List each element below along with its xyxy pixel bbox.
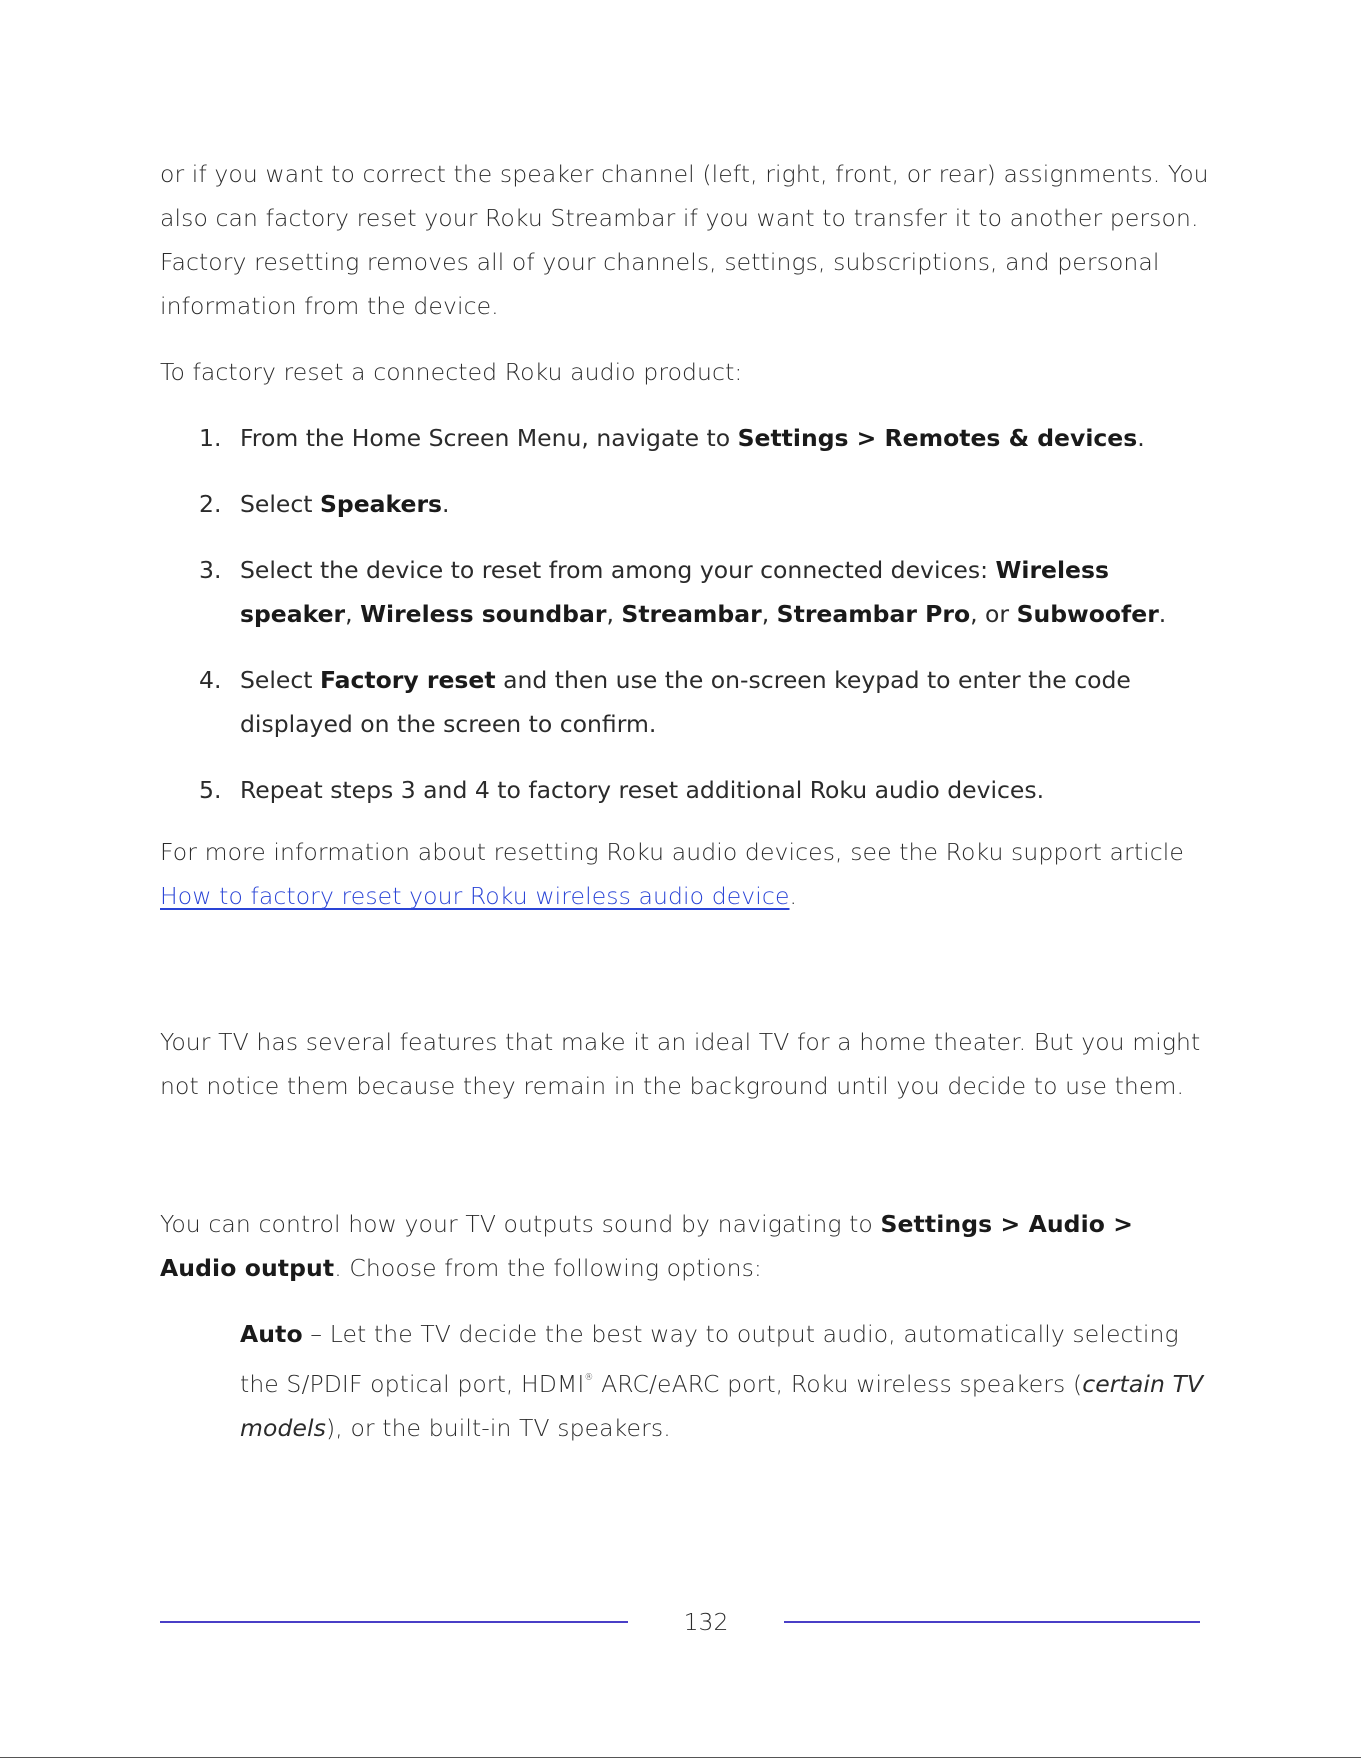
audio-output-paragraph (160, 1202, 1210, 1290)
step-text: Repeat steps 3 and 4 to factory reset additional Roku audio devices. (240, 776, 1045, 804)
intro-paragraph (160, 152, 1210, 328)
auto-option-text-end: ), or the built-in TV speakers. (326, 1414, 671, 1442)
auto-option-label: Auto (240, 1320, 303, 1348)
auto-option-text-mid: ARC/eARC port, Roku wireless speakers ( (593, 1370, 1083, 1398)
step-punct: . (1158, 600, 1167, 628)
auto-option-paragraph (240, 1312, 1210, 1450)
separator: , (761, 600, 777, 628)
step-text: Select the device to reset from among your connected devices: (240, 556, 996, 584)
document-page (160, 152, 1210, 1450)
separator: , (606, 600, 622, 628)
list-item (160, 416, 1210, 460)
separator: , (345, 600, 361, 628)
step-menu-path: Speakers (319, 490, 443, 518)
intro-line-2: You also can factory reset your Roku Streambar if you want to transfer it to another person. Factory resetting removes all of your channels, settings, subscriptions, and personal information from the device. (160, 160, 1209, 320)
audio-output-menu-path: Settings > Audio > Audio output (160, 1210, 1134, 1282)
footer-rule-right (784, 1621, 1200, 1623)
list-item (160, 482, 1210, 526)
device-streambar: Streambar (621, 600, 762, 628)
intro-line-1: or if you want to correct the speaker channel (left, right, front, or rear) assignments. (160, 160, 1161, 188)
reset-steps-list (160, 416, 1210, 812)
audio-output-text: You can control how your TV outputs sound by navigating to (160, 1210, 881, 1238)
list-item (160, 768, 1210, 812)
home-theater-paragraph: Your TV has several features that make it an ideal TV for a home theater. But you might not notice them because they remain in the background until you decide to use them. (160, 1028, 1201, 1100)
page-bottom-edge (0, 1757, 1361, 1758)
step-punct: . (1137, 424, 1145, 452)
auto-option-note: certain TV models (240, 1370, 1204, 1442)
step-text-rest: and then use the on-screen keypad to enter the code displayed on the screen to confirm. (240, 666, 1131, 738)
step-number: 4. (199, 666, 222, 694)
footer-rule-left (160, 1621, 628, 1623)
page-number: 132 (683, 1608, 729, 1636)
list-item (160, 548, 1210, 636)
more-info-punct: . (789, 882, 798, 910)
list-item (160, 658, 1210, 746)
more-info-text: For more information about resetting Roku audio devices, see the Roku support article (160, 838, 1184, 866)
device-wireless-speaker: Wireless speaker (240, 556, 1109, 628)
more-info-paragraph (160, 830, 1210, 918)
section-spacer (160, 918, 1210, 1020)
step-text: Select (240, 490, 320, 518)
factory-reset-option: Factory reset (319, 666, 496, 694)
support-article-link[interactable]: How to factory reset your Roku wireless audio device (160, 882, 790, 910)
step-text: Select (240, 666, 320, 694)
registered-mark: ® (584, 1373, 594, 1383)
device-wireless-soundbar: Wireless soundbar (360, 600, 607, 628)
reset-lead: To factory reset a connected Roku audio product: (160, 358, 743, 386)
device-subwoofer: Subwoofer (1016, 600, 1159, 628)
step-number: 1. (199, 424, 222, 452)
step-number: 2. (199, 490, 222, 518)
separator: , or (970, 600, 1017, 628)
auto-option-text: – Let the TV decide the best way to output audio, automatically selecting the S/PDIF optical port, HDMI (240, 1320, 1179, 1398)
step-text: From the Home Screen Menu, navigate to (240, 424, 738, 452)
section-spacer (160, 1108, 1210, 1202)
page-footer (160, 1600, 1200, 1644)
step-menu-path: Settings > Remotes & devices (737, 424, 1138, 452)
step-punct: . (442, 490, 450, 518)
audio-output-text-rest: . Choose from the following options: (334, 1254, 762, 1282)
step-number: 3. (199, 556, 222, 584)
step-number: 5. (199, 776, 222, 804)
device-streambar-pro: Streambar Pro (776, 600, 971, 628)
